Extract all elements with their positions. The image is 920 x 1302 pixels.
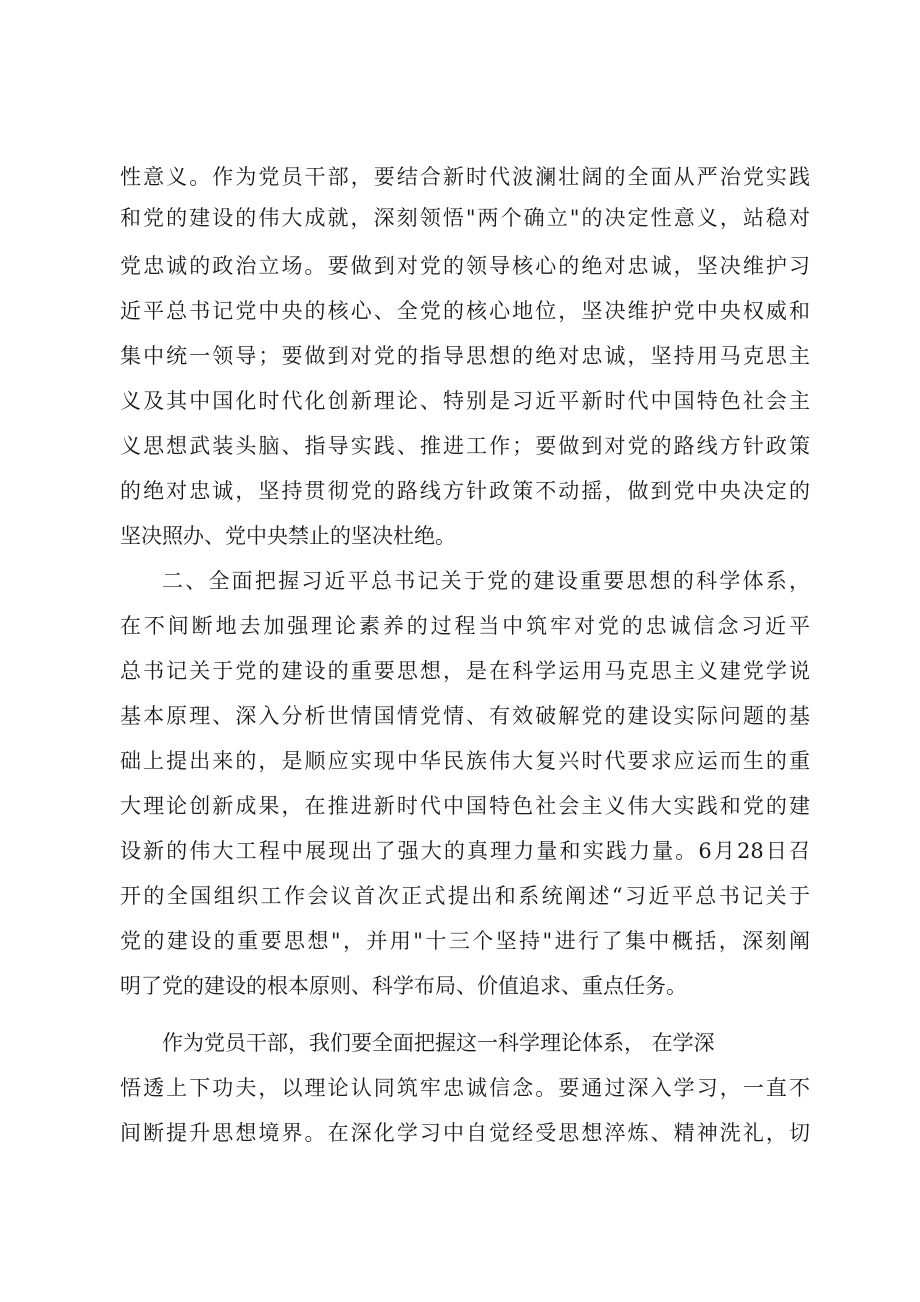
- paragraph-1-line-6: 义及其中国化时代化创新理论、特别是习近平新时代中国特色社会主: [120, 389, 810, 413]
- paragraph-3-line-1: 作为党员干部，我们要全面把握这一科学理论体系， 在学深: [162, 1031, 715, 1055]
- paragraph-2-line-3: 总书记关于党的建设的重要思想，是在科学运用马克思主义建党学说: [120, 659, 810, 683]
- paragraph-1-line-1: 性意义。作为党员干部，要结合新时代波澜壮阔的全面从严治党实践: [120, 165, 810, 189]
- paragraph-1-line-3: 党忠诚的政治立场。要做到对党的领导核心的绝对忠诚，坚决维护习: [120, 254, 810, 278]
- paragraph-3-line-2: 悟透上下功夫，以理论认同筑牢忠诚信念。要通过深入学习，一直不: [120, 1076, 810, 1100]
- paragraph-2-line-4: 基本原理、深入分析世情国情党情、有效破解党的建设实际问题的基: [120, 704, 810, 728]
- paragraph-2-line-1: 二、全面把握习近平总书记关于党的建设重要思想的科学体系，: [162, 569, 810, 593]
- paragraph-2-line-10: 明了党的建设的根本原则、科学布局、价值追求、重点任务。: [120, 974, 687, 998]
- paragraph-2-line-9: 党的建设的重要思想"，并用"十三个坚持"进行了集中概括，深刻阐: [120, 929, 810, 953]
- paragraph-1-line-9: 坚决照办、党中央禁止的坚决杜绝。: [120, 524, 456, 548]
- paragraph-1-line-2: 和党的建设的伟大成就，深刻领悟"两个确立"的决定性意义，站稳对: [120, 206, 810, 230]
- paragraph-2-line-7: 设新的伟大工程中展现出了强大的真理力量和实践力量。6月28日召: [120, 839, 810, 863]
- paragraph-2-line-2: 在不间断地去加强理论素养的过程当中筑牢对党的忠诚信念习近平: [120, 614, 810, 638]
- paragraph-2-line-5: 础上提出来的，是顺应实现中华民族伟大复兴时代要求应运而生的重: [120, 749, 810, 773]
- paragraph-2-line-8: 开的全国组织工作会议首次正式提出和系统阐述“习近平总书记关于: [120, 884, 810, 908]
- paragraph-1-line-4: 近平总书记党中央的核心、全党的核心地位，坚决维护党中央权威和: [120, 299, 810, 323]
- paragraph-1-line-7: 义思想武装头脑、指导实践、推进工作；要做到对党的路线方针政策: [120, 434, 810, 458]
- paragraph-3-line-3: 间断提升思想境界。在深化学习中自觉经受思想淬炼、精神洗礼，切: [120, 1121, 810, 1145]
- paragraph-2-line-6: 大理论创新成果，在推进新时代中国特色社会主义伟大实践和党的建: [120, 794, 810, 818]
- paragraph-1-line-8: 的绝对忠诚，坚持贯彻党的路线方针政策不动摇，做到党中央决定的: [120, 479, 810, 503]
- paragraph-1-line-5: 集中统一领导；要做到对党的指导思想的绝对忠诚，坚持用马克思主: [120, 344, 810, 368]
